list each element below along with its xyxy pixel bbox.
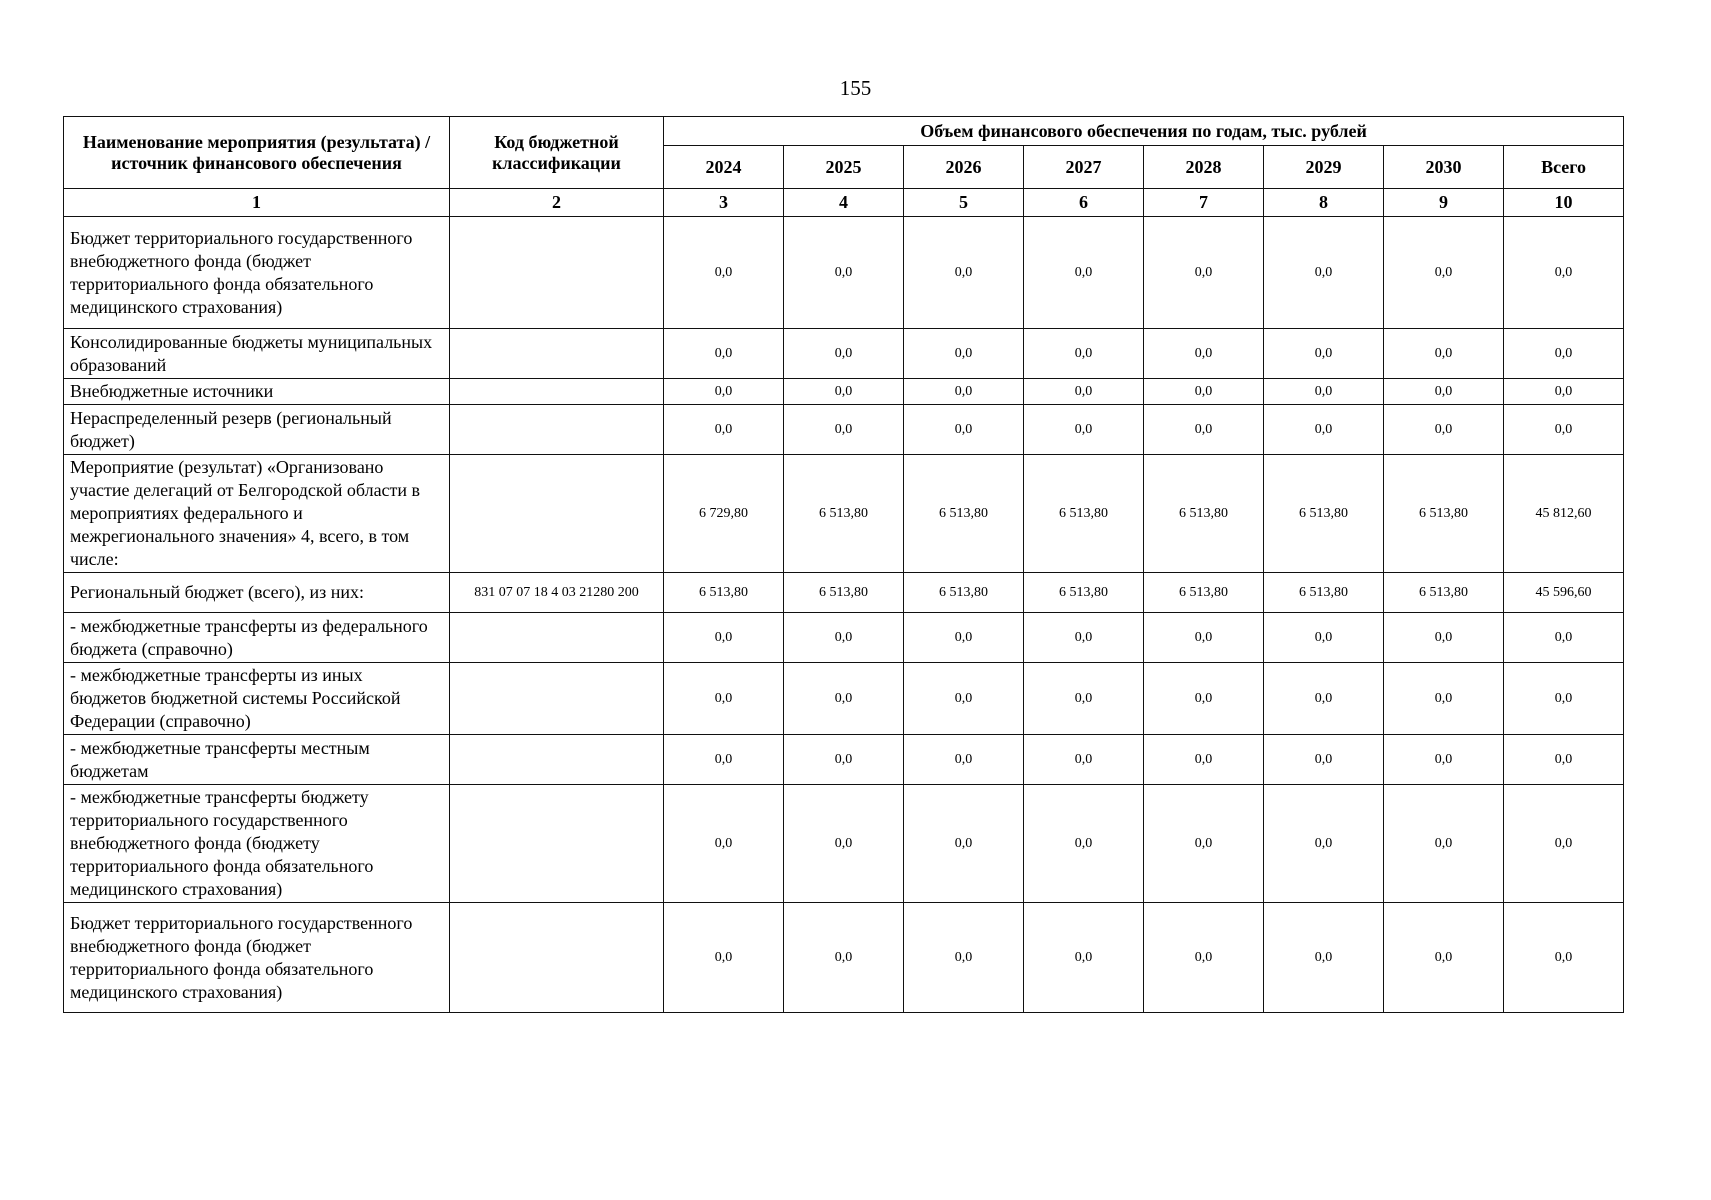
- row-value-cell: 0,0: [664, 785, 784, 903]
- row-value-cell: 0,0: [1504, 735, 1624, 785]
- row-value-cell: 6 513,80: [904, 455, 1024, 573]
- header-column-number: 4: [784, 189, 904, 217]
- row-value-cell: 0,0: [664, 217, 784, 329]
- row-value-cell: 0,0: [904, 379, 1024, 405]
- row-name-cell: - межбюджетные трансферты местным бюджетам: [64, 735, 450, 785]
- row-value-cell: 0,0: [1264, 329, 1384, 379]
- header-column-number: 1: [64, 189, 450, 217]
- row-value-cell: 0,0: [1264, 405, 1384, 455]
- table-header: [64, 117, 1624, 217]
- header-column-number: 8: [1264, 189, 1384, 217]
- row-value-cell: 0,0: [1504, 379, 1624, 405]
- row-code-cell: [450, 785, 664, 903]
- row-value-cell: 6 513,80: [664, 573, 784, 613]
- table-row: [64, 455, 1624, 573]
- header-year-5: 2029: [1264, 146, 1384, 189]
- row-value-cell: 6 513,80: [784, 573, 904, 613]
- row-value-cell: 0,0: [904, 903, 1024, 1013]
- row-value-cell: 0,0: [904, 735, 1024, 785]
- header-volume: Объем финансового обеспечения по годам, тыс. рублей: [664, 117, 1624, 146]
- row-value-cell: 0,0: [1384, 613, 1504, 663]
- row-value-cell: 0,0: [784, 903, 904, 1013]
- row-name-cell: Консолидированные бюджеты муниципальных образований: [64, 329, 450, 379]
- row-value-cell: 0,0: [1384, 785, 1504, 903]
- row-value-cell: 6 513,80: [1264, 573, 1384, 613]
- row-value-cell: 0,0: [1144, 785, 1264, 903]
- row-name-cell: - межбюджетные трансферты из федерального бюджета (справочно): [64, 613, 450, 663]
- row-value-cell: 0,0: [1144, 405, 1264, 455]
- row-value-cell: 0,0: [664, 903, 784, 1013]
- table-row: [64, 379, 1624, 405]
- table-row: [64, 217, 1624, 329]
- row-value-cell: 0,0: [1264, 735, 1384, 785]
- row-value-cell: 0,0: [1384, 903, 1504, 1013]
- row-value-cell: 0,0: [664, 379, 784, 405]
- row-value-cell: 0,0: [1264, 217, 1384, 329]
- page-number: 155: [839, 76, 872, 100]
- row-code-cell: 831 07 07 18 4 03 21280 200: [450, 573, 664, 613]
- row-name-cell: Бюджет территориального государственного внебюджетного фонда (бюджет территориального фонда обязательного медицинского страхования): [64, 903, 450, 1013]
- row-value-cell: 0,0: [904, 663, 1024, 735]
- row-value-cell: 0,0: [664, 405, 784, 455]
- row-value-cell: 0,0: [1144, 663, 1264, 735]
- row-value-cell: 6 513,80: [784, 455, 904, 573]
- table-row: [64, 405, 1624, 455]
- row-value-cell: 0,0: [1504, 329, 1624, 379]
- financing-table: [63, 116, 1624, 1013]
- row-value-cell: 6 513,80: [904, 573, 1024, 613]
- table-row: [64, 329, 1624, 379]
- row-value-cell: 6 513,80: [1144, 573, 1264, 613]
- table-row: [64, 785, 1624, 903]
- row-value-cell: 0,0: [1384, 405, 1504, 455]
- row-value-cell: 0,0: [1504, 663, 1624, 735]
- header-year-4: 2028: [1144, 146, 1264, 189]
- row-value-cell: 0,0: [1264, 613, 1384, 663]
- row-value-cell: 0,0: [1024, 379, 1144, 405]
- header-column-number: 3: [664, 189, 784, 217]
- row-code-cell: [450, 405, 664, 455]
- row-value-cell: 0,0: [1144, 735, 1264, 785]
- header-year-1: 2025: [784, 146, 904, 189]
- row-value-cell: 0,0: [904, 405, 1024, 455]
- row-value-cell: 0,0: [1024, 903, 1144, 1013]
- row-value-cell: 6 729,80: [664, 455, 784, 573]
- row-name-cell: Мероприятие (результат) «Организовано участие делегаций от Белгородской области в мероприятиях федерального и межрегионального значения» 4, всего, в том числе:: [64, 455, 450, 573]
- row-value-cell: 0,0: [784, 663, 904, 735]
- row-value-cell: 0,0: [784, 329, 904, 379]
- table-row: [64, 735, 1624, 785]
- row-code-cell: [450, 613, 664, 663]
- row-name-cell: - межбюджетные трансферты бюджету территориального государственного внебюджетного фонда (бюджету территориального фонда обязательного медицинского страхования): [64, 785, 450, 903]
- row-value-cell: 0,0: [1384, 217, 1504, 329]
- row-value-cell: 0,0: [1144, 613, 1264, 663]
- row-value-cell: 0,0: [784, 217, 904, 329]
- row-name-cell: Бюджет территориального государственного внебюджетного фонда (бюджет территориального фонда обязательного медицинского страхования): [64, 217, 450, 329]
- row-value-cell: 0,0: [1024, 785, 1144, 903]
- header-column-number: 9: [1384, 189, 1504, 217]
- header-code: Код бюджетной классификации: [450, 117, 664, 189]
- header-name: Наименование мероприятия (результата) /источник финансового обеспечения: [64, 117, 450, 189]
- header-column-numbers-row: [64, 189, 1624, 217]
- row-code-cell: [450, 663, 664, 735]
- row-value-cell: 0,0: [1144, 217, 1264, 329]
- row-value-cell: 0,0: [1504, 217, 1624, 329]
- row-value-cell: 0,0: [1264, 663, 1384, 735]
- row-value-cell: 0,0: [664, 613, 784, 663]
- header-year-3: 2027: [1024, 146, 1144, 189]
- row-value-cell: 0,0: [904, 613, 1024, 663]
- row-value-cell: 0,0: [1144, 329, 1264, 379]
- row-value-cell: 0,0: [784, 405, 904, 455]
- row-value-cell: 0,0: [1024, 329, 1144, 379]
- row-value-cell: 45 596,60: [1504, 573, 1624, 613]
- table-row: [64, 903, 1624, 1013]
- row-value-cell: 6 513,80: [1144, 455, 1264, 573]
- row-value-cell: 0,0: [1384, 735, 1504, 785]
- header-year-0: 2024: [664, 146, 784, 189]
- row-code-cell: [450, 329, 664, 379]
- row-value-cell: 0,0: [784, 379, 904, 405]
- row-value-cell: 0,0: [784, 785, 904, 903]
- row-value-cell: 0,0: [1384, 329, 1504, 379]
- row-value-cell: 0,0: [664, 663, 784, 735]
- row-value-cell: 0,0: [1024, 217, 1144, 329]
- header-year-7: Всего: [1504, 146, 1624, 189]
- row-value-cell: 0,0: [1504, 903, 1624, 1013]
- header-year-2: 2026: [904, 146, 1024, 189]
- row-name-cell: - межбюджетные трансферты из иных бюджетов бюджетной системы Российской Федерации (справочно): [64, 663, 450, 735]
- row-value-cell: 6 513,80: [1024, 455, 1144, 573]
- row-name-cell: Нераспределенный резерв (региональный бюджет): [64, 405, 450, 455]
- row-value-cell: 0,0: [904, 217, 1024, 329]
- header-column-number: 7: [1144, 189, 1264, 217]
- row-value-cell: 0,0: [664, 735, 784, 785]
- header-year-6: 2030: [1384, 146, 1504, 189]
- header-column-number: 5: [904, 189, 1024, 217]
- row-value-cell: 0,0: [1024, 405, 1144, 455]
- row-value-cell: 0,0: [664, 329, 784, 379]
- row-name-cell: Внебюджетные источники: [64, 379, 450, 405]
- row-name-cell: Региональный бюджет (всего), из них:: [64, 573, 450, 613]
- row-code-cell: [450, 455, 664, 573]
- table-body: [64, 217, 1624, 1013]
- row-value-cell: 0,0: [784, 735, 904, 785]
- row-value-cell: 0,0: [904, 785, 1024, 903]
- row-value-cell: 0,0: [784, 613, 904, 663]
- table-row: [64, 573, 1624, 613]
- row-value-cell: 0,0: [1144, 379, 1264, 405]
- row-value-cell: 0,0: [1144, 903, 1264, 1013]
- row-value-cell: 0,0: [1504, 785, 1624, 903]
- row-code-cell: [450, 217, 664, 329]
- row-code-cell: [450, 379, 664, 405]
- row-value-cell: 0,0: [1384, 663, 1504, 735]
- row-value-cell: 0,0: [1504, 405, 1624, 455]
- row-value-cell: 0,0: [1024, 735, 1144, 785]
- row-value-cell: 0,0: [904, 329, 1024, 379]
- row-value-cell: 0,0: [1264, 785, 1384, 903]
- header-column-number: 6: [1024, 189, 1144, 217]
- row-value-cell: 6 513,80: [1024, 573, 1144, 613]
- table-row: [64, 613, 1624, 663]
- row-value-cell: 6 513,80: [1264, 455, 1384, 573]
- row-value-cell: 0,0: [1024, 663, 1144, 735]
- row-value-cell: 0,0: [1024, 613, 1144, 663]
- row-code-cell: [450, 903, 664, 1013]
- row-value-cell: 0,0: [1264, 379, 1384, 405]
- row-value-cell: 6 513,80: [1384, 455, 1504, 573]
- row-value-cell: 0,0: [1384, 379, 1504, 405]
- row-value-cell: 45 812,60: [1504, 455, 1624, 573]
- header-column-number: 10: [1504, 189, 1624, 217]
- table-row: [64, 663, 1624, 735]
- row-code-cell: [450, 735, 664, 785]
- row-value-cell: 0,0: [1504, 613, 1624, 663]
- row-value-cell: 0,0: [1264, 903, 1384, 1013]
- row-value-cell: 6 513,80: [1384, 573, 1504, 613]
- header-column-number: 2: [450, 189, 664, 217]
